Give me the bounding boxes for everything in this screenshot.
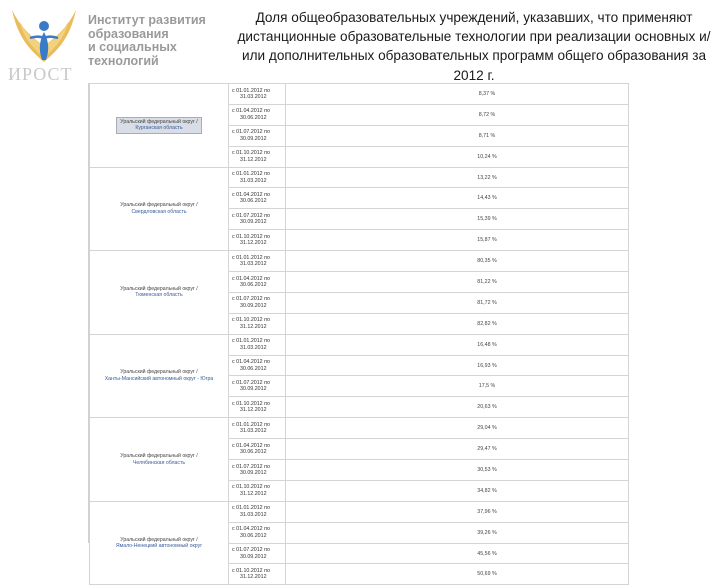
value-cell xyxy=(286,501,629,522)
value-cell xyxy=(286,292,629,313)
value-cell xyxy=(286,355,629,376)
value-cell xyxy=(286,313,629,334)
region-subject: Курганская область xyxy=(135,125,183,132)
period-start: с 01.10.2012 по xyxy=(232,484,270,491)
period-cell xyxy=(229,188,286,209)
percent-value: 10,24 % xyxy=(477,153,497,160)
percent-value: 20,63 % xyxy=(477,404,497,411)
period-end: 30.09.2012 xyxy=(240,302,267,309)
period-cell xyxy=(229,251,286,272)
percent-value: 81,22 % xyxy=(477,278,497,285)
percent-value: 15,87 % xyxy=(477,237,497,244)
region-cell xyxy=(90,501,229,585)
percent-value: 8,71 % xyxy=(478,132,496,139)
period-cell xyxy=(229,543,286,564)
period-cell xyxy=(229,355,286,376)
value-cell xyxy=(286,334,629,355)
percent-value: 14,43 % xyxy=(477,195,497,202)
percent-value: 16,93 % xyxy=(477,362,497,369)
period-start: с 01.04.2012 по xyxy=(232,526,270,533)
region-subject: Ямало-Ненецкий автономный округ xyxy=(115,543,203,550)
region-cell xyxy=(90,84,229,168)
period-start: с 01.07.2012 по xyxy=(232,129,270,136)
period-start: с 01.07.2012 по xyxy=(232,380,270,386)
region-cell xyxy=(90,251,229,335)
period-cell xyxy=(229,272,286,293)
period-start: с 01.01.2012 по xyxy=(232,338,270,345)
period-start: с 01.04.2012 по xyxy=(232,275,270,282)
period-cell xyxy=(229,522,286,543)
data-table xyxy=(89,83,629,585)
period-end: 31.12.2012 xyxy=(240,240,267,247)
period-end: 30.06.2012 xyxy=(240,449,267,456)
value-cell xyxy=(286,376,629,397)
value-cell xyxy=(286,146,629,167)
period-start: с 01.10.2012 по xyxy=(232,150,270,157)
period-cell xyxy=(229,501,286,522)
period-cell xyxy=(229,480,286,501)
logo-line: и социальных xyxy=(88,40,177,54)
value-cell xyxy=(286,125,629,146)
period-end: 31.12.2012 xyxy=(240,407,267,414)
table-row xyxy=(90,501,629,522)
percent-value: 80,35 % xyxy=(477,258,497,265)
percent-value: 15,39 % xyxy=(477,216,497,223)
logo-emblem-icon xyxy=(0,0,88,70)
region-label xyxy=(94,537,224,550)
period-end: 30.06.2012 xyxy=(240,365,267,372)
period-end: 31.03.2012 xyxy=(240,344,267,351)
value-cell xyxy=(286,104,629,125)
percent-value: 37,96 % xyxy=(477,508,497,515)
value-cell xyxy=(286,564,629,585)
region-label xyxy=(94,369,224,382)
table-row xyxy=(90,334,629,355)
period-cell xyxy=(229,564,286,585)
period-start: с 01.01.2012 по xyxy=(232,254,270,261)
period-start: с 01.07.2012 по xyxy=(232,547,270,554)
percent-value: 13,22 % xyxy=(477,174,497,181)
value-cell xyxy=(286,84,629,105)
value-cell xyxy=(286,251,629,272)
region-cell xyxy=(90,334,229,418)
period-end: 31.12.2012 xyxy=(240,574,267,581)
value-cell xyxy=(286,272,629,293)
percent-value: 81,72 % xyxy=(477,299,497,306)
value-cell xyxy=(286,439,629,460)
table-row xyxy=(90,418,629,439)
region-label xyxy=(116,117,201,134)
percent-value: 34,82 % xyxy=(477,487,497,494)
percent-value: 8,72 % xyxy=(478,111,496,118)
federal-district: Уральский федеральный округ / xyxy=(120,118,198,125)
region-subject: Челябинская область xyxy=(132,459,186,466)
percent-value: 17,5 % xyxy=(478,383,496,390)
value-cell xyxy=(286,209,629,230)
period-end: 31.12.2012 xyxy=(240,490,267,497)
period-start: с 01.07.2012 по xyxy=(232,296,270,303)
percent-value: 50,69 % xyxy=(477,571,497,578)
period-cell xyxy=(229,439,286,460)
logo-text xyxy=(88,14,228,68)
period-end: 30.06.2012 xyxy=(240,532,267,539)
percent-value: 8,37 % xyxy=(478,90,496,97)
logo xyxy=(0,0,230,86)
logo-abbreviation: ИРОСТ xyxy=(8,64,73,84)
table-row xyxy=(90,251,629,272)
period-cell xyxy=(229,104,286,125)
page-title: Доля общеобразовательных учреждений, указавших, что применяют дистанционные образовательные технологии при реализации основных и/или дополнительных образовательных программ общего образования за 2012 г. xyxy=(237,10,711,83)
period-end: 30.09.2012 xyxy=(240,553,267,560)
period-end: 31.12.2012 xyxy=(240,156,267,163)
period-end: 31.03.2012 xyxy=(240,177,267,184)
percent-value: 82,82 % xyxy=(477,320,497,327)
period-cell xyxy=(229,84,286,105)
period-start: с 01.10.2012 по xyxy=(232,233,270,240)
region-label xyxy=(94,286,224,299)
region-subject: Свердловская область xyxy=(131,208,187,215)
period-cell xyxy=(229,418,286,439)
percent-value: 29,47 % xyxy=(477,446,497,453)
federal-district: Уральский федеральный округ / xyxy=(120,285,198,292)
table-row xyxy=(90,84,629,105)
value-cell xyxy=(286,230,629,251)
region-cell xyxy=(90,418,229,502)
value-cell xyxy=(286,460,629,481)
value-cell xyxy=(286,543,629,564)
data-table-body xyxy=(90,84,629,585)
value-cell xyxy=(286,522,629,543)
period-start: с 01.04.2012 по xyxy=(232,442,270,449)
logo-line: технологий xyxy=(88,53,159,68)
period-start: с 01.01.2012 по xyxy=(232,87,270,94)
period-end: 31.03.2012 xyxy=(240,428,267,435)
period-start: с 01.10.2012 по xyxy=(232,568,270,575)
period-start: с 01.07.2012 по xyxy=(232,212,270,219)
period-cell xyxy=(229,460,286,481)
period-end: 30.06.2012 xyxy=(240,281,267,288)
period-start: с 01.04.2012 по xyxy=(232,108,270,115)
period-cell xyxy=(229,376,286,397)
region-cell xyxy=(90,167,229,251)
period-end: 30.09.2012 xyxy=(240,469,267,476)
data-table-container xyxy=(88,83,629,581)
period-cell xyxy=(229,230,286,251)
region-subject: Тюменская область xyxy=(135,292,183,299)
federal-district: Уральский федеральный округ / xyxy=(120,202,198,209)
period-start: с 01.07.2012 по xyxy=(232,463,270,470)
region-label xyxy=(94,202,224,215)
period-end: 31.12.2012 xyxy=(240,323,267,330)
period-end: 30.09.2012 xyxy=(240,386,267,393)
region-subject: Ханты-Мансийский автономный округ - Югра xyxy=(104,375,214,382)
period-cell xyxy=(229,209,286,230)
period-end: 31.03.2012 xyxy=(240,93,267,100)
logo-line: Институт развития xyxy=(88,13,206,27)
period-cell xyxy=(229,334,286,355)
region-label xyxy=(94,453,224,466)
percent-value: 16,48 % xyxy=(477,341,497,348)
federal-district: Уральский федеральный округ / xyxy=(120,369,198,376)
period-start: с 01.01.2012 по xyxy=(232,505,270,512)
percent-value: 45,56 % xyxy=(477,550,497,557)
period-start: с 01.01.2012 по xyxy=(232,171,270,178)
period-cell xyxy=(229,125,286,146)
value-cell xyxy=(286,480,629,501)
percent-value: 39,26 % xyxy=(477,529,497,536)
period-end: 30.09.2012 xyxy=(240,219,267,226)
logo-line: образования xyxy=(88,26,169,41)
period-end: 30.06.2012 xyxy=(240,198,267,205)
period-start: с 01.01.2012 по xyxy=(232,421,270,428)
period-start: с 01.10.2012 по xyxy=(232,317,270,324)
period-cell xyxy=(229,167,286,188)
federal-district: Уральский федеральный округ / xyxy=(120,452,198,459)
period-start: с 01.10.2012 по xyxy=(232,400,270,407)
period-cell xyxy=(229,397,286,418)
percent-value: 30,53 % xyxy=(477,466,497,473)
value-cell xyxy=(286,418,629,439)
table-row xyxy=(90,167,629,188)
period-cell xyxy=(229,313,286,334)
federal-district: Уральский федеральный округ / xyxy=(120,536,198,543)
percent-value: 29,04 % xyxy=(477,425,497,432)
period-cell xyxy=(229,292,286,313)
period-end: 31.03.2012 xyxy=(240,261,267,268)
value-cell xyxy=(286,167,629,188)
value-cell xyxy=(286,397,629,418)
value-cell xyxy=(286,188,629,209)
period-end: 31.03.2012 xyxy=(240,511,267,518)
period-cell xyxy=(229,146,286,167)
period-end: 30.06.2012 xyxy=(240,114,267,121)
period-start: с 01.04.2012 по xyxy=(232,191,270,198)
period-end: 30.09.2012 xyxy=(240,135,267,142)
period-start: с 01.04.2012 по xyxy=(232,359,270,366)
